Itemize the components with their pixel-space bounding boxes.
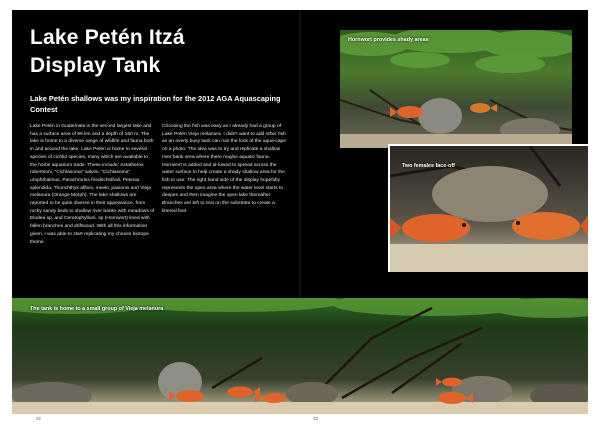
caption-hornwort: Hornwort provides shady areas bbox=[348, 37, 429, 43]
photo-two-females bbox=[388, 144, 588, 272]
photo-tank-panorama-image bbox=[12, 298, 588, 414]
article-title bbox=[30, 24, 270, 80]
photo-hornwort-image bbox=[340, 30, 572, 148]
article-subtitle: Lake Petén shallows was my inspiration for the 2012 AGA Aquascaping Contest bbox=[30, 94, 281, 114]
page-number-right: 33 bbox=[313, 416, 319, 421]
caption-tank-panorama: The tank is home to a small group of Vieja melanura bbox=[30, 306, 164, 312]
photo-hornwort bbox=[340, 30, 572, 148]
title-line-2: Display Tank bbox=[30, 54, 161, 77]
magazine-spread bbox=[12, 10, 588, 414]
page-number-left: 32 bbox=[36, 416, 42, 421]
caption-two-females: Two females face-off bbox=[402, 163, 455, 169]
photo-tank-panorama bbox=[12, 298, 588, 414]
title-line-1: Lake Petén Itzá bbox=[30, 26, 185, 49]
body-column-1: Lake Petén in Guatemala is the second largest lake and has a surface area of 99 km and a depth of 160 m. The lake is home to a diverse range of wildlife and fauna both in and around the lake. Lake Petén is home to several species of cichlid species, many which are available to the home aquarium trade. These include: Astatheros robertsoni, "Cichlasoma" salvini, "Cichlasoma" urophthalmus, Parachromis friedrichsthali, Petenia splendida, Thorichthys affinis, meeki, pasionis and Vieja melanura (Orange Morph). The lake shallows are reported to be quite diverse in their appearance, from rocky sandy beds to shallow river banks with meadows of Elodea sp. and Ceratophyllum. sp (Hornwort) lined with fallen branches and driftwood. With all this information given, I was able to start replicating my chosen biotope theme. bbox=[30, 124, 155, 245]
body-column-2: Choosing the fish was easy as I already had a group of Lake Petén Vieja melanura. I didn't want to add other fish as an overly busy tank can ruin the look of the aqua-cape on a photo. The idea was to try and replicate a shallow river bank area where there maybe aquatic fauna. Hornwort is added and al-lowed to spread across the water surface to help create a shady shallow area for the fish to use. The right hand side of the display hopefully represents the open area where the water level starts to deepen and then imagine the open lake thereafter. Branches are left to rest on the substrate to create a littered feel. bbox=[162, 124, 286, 214]
page-gutter bbox=[299, 10, 301, 300]
